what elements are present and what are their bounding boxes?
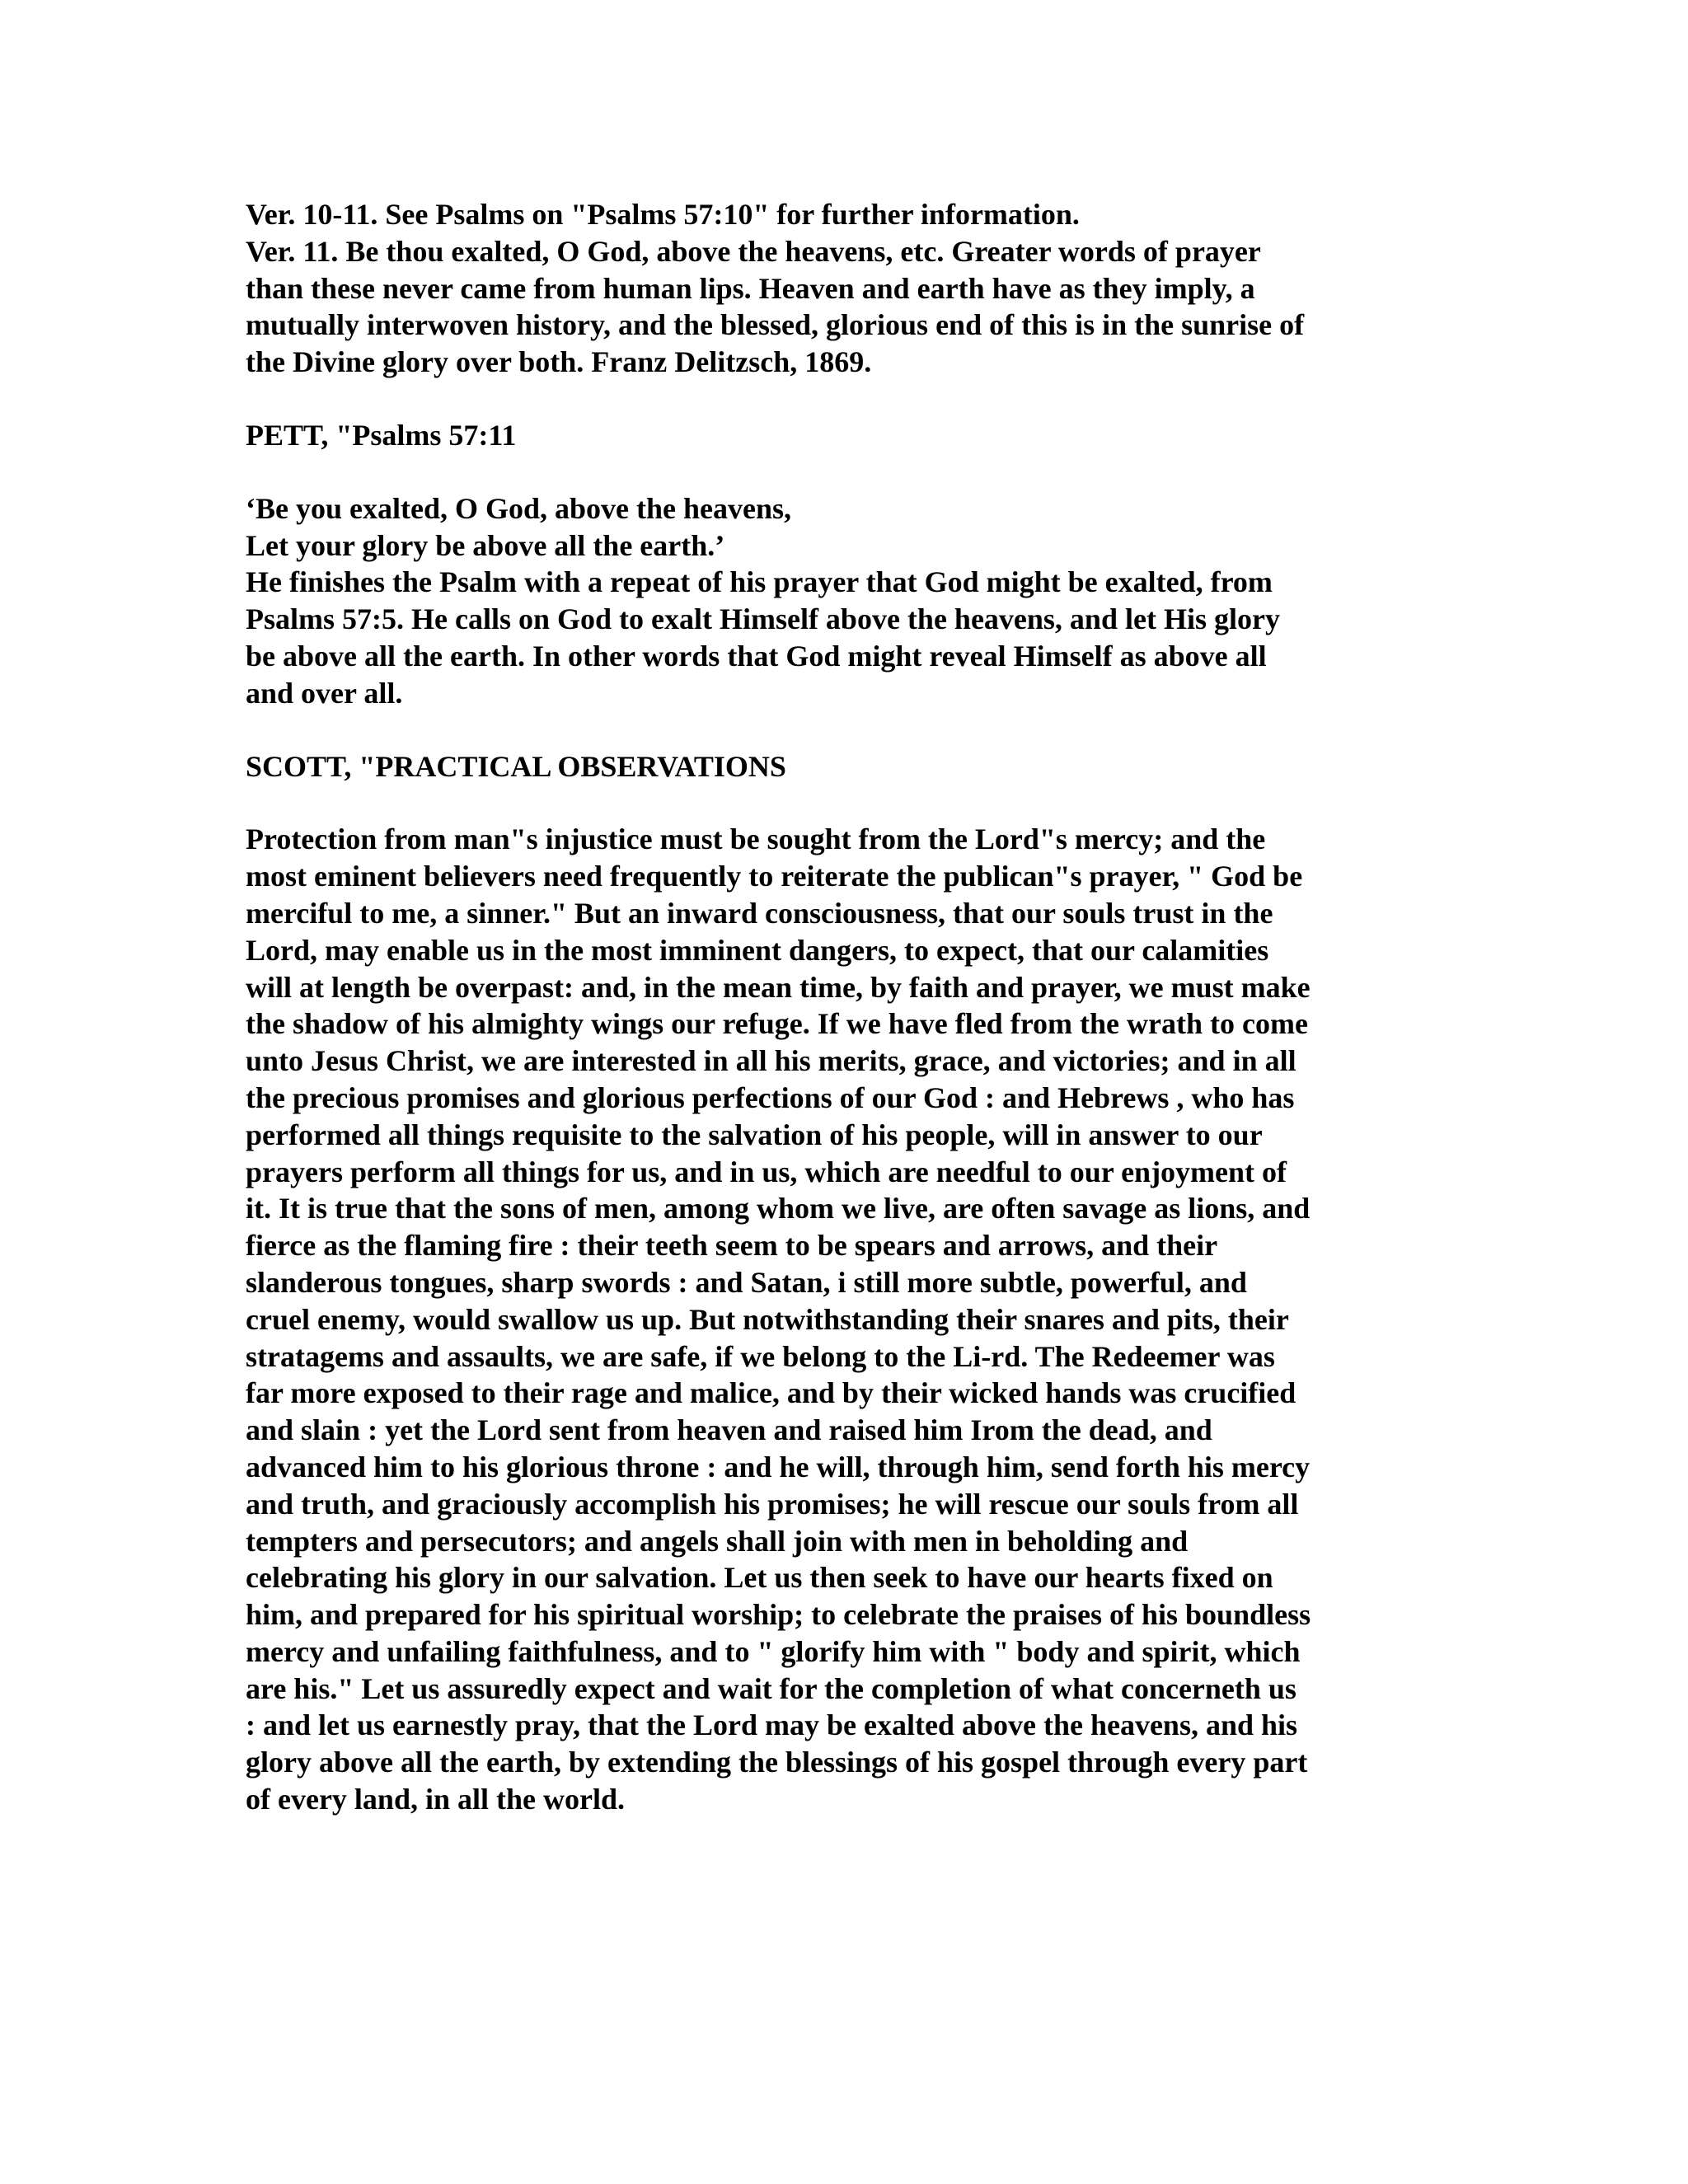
text-line: performed all things requisite to the salvation of his people, will in answer to our <box>246 1118 1263 1151</box>
text-line: merciful to me, a sinner." But an inward consciousness, that our souls trust in the <box>246 896 1273 930</box>
text-line: are his." Let us assuredly expect and wait for the completion of what concerneth us <box>246 1671 1296 1705</box>
text-line: Ver. 10-11. See Psalms on "Psalms 57:10" for further information. <box>246 198 1080 231</box>
text-line: the shadow of his almighty wings our refuge. If we have fled from the wrath to come <box>246 1007 1308 1041</box>
ver-10-11-paragraph <box>246 196 1441 381</box>
text-line: it. It is true that the sons of men, among whom we live, are often savage as lions, and <box>246 1192 1311 1226</box>
heading-line: SCOTT, "PRACTICAL OBSERVATIONS <box>246 749 786 783</box>
text-line: be above all the earth. In other words that God might reveal Himself as above all <box>246 639 1267 673</box>
text-line: far more exposed to their rage and malice, and by their wicked hands was crucified <box>246 1376 1296 1410</box>
heading-line: PETT, "Psalms 57:11 <box>246 418 517 452</box>
scott-paragraph <box>246 821 1441 1818</box>
text-line: than these never came from human lips. Heaven and earth have as they imply, a <box>246 271 1255 305</box>
text-line: advanced him to his glorious throne : and he will, through him, send forth his mercy <box>246 1450 1311 1483</box>
text-line: him, and prepared for his spiritual worship; to celebrate the praises of his boundless <box>246 1598 1311 1632</box>
paragraph-gap <box>246 712 1441 748</box>
text-line: of every land, in all the world. <box>246 1783 625 1816</box>
text-line: will at length be overpast: and, in the mean time, by faith and prayer, we must make <box>246 970 1311 1004</box>
text-line: Psalms 57:5. He calls on God to exalt Himself above the heavens, and let His glory <box>246 602 1280 636</box>
text-line: and over all. <box>246 676 403 710</box>
text-line: celebrating his glory in our salvation. Let us then seek to have our hearts fixed on <box>246 1561 1273 1595</box>
pett-heading <box>246 417 1441 454</box>
paragraph-gap <box>246 454 1441 490</box>
text-line: mutually interwoven history, and the blessed, glorious end of this is in the sunrise of <box>246 308 1305 342</box>
text-line: and slain : yet the Lord sent from heaven and raised him Irom the dead, and <box>246 1413 1212 1447</box>
paragraph-gap <box>246 785 1441 821</box>
text-line: the Divine glory over both. Franz Delitzsch, 1869. <box>246 345 872 379</box>
document-page <box>246 196 1441 1818</box>
text-line: the precious promises and glorious perfections of our God : and Hebrews , who has <box>246 1080 1295 1114</box>
text-line: glory above all the earth, by extending the blessings of his gospel through every part <box>246 1746 1308 1779</box>
text-line: tempters and persecutors; and angels shall join with men in beholding and <box>246 1524 1189 1558</box>
text-line: prayers perform all things for us, and in us, which are needful to our enjoyment of <box>246 1155 1287 1188</box>
text-line: and truth, and graciously accomplish his promises; he will rescue our souls from all <box>246 1487 1299 1521</box>
text-line: slanderous tongues, sharp swords : and Satan, i still more subtle, powerful, and <box>246 1265 1247 1299</box>
text-line: Lord, may enable us in the most imminent dangers, to expect, that our calamities <box>246 933 1269 967</box>
text-line: : and let us earnestly pray, that the Lord may be exalted above the heavens, and his <box>246 1708 1298 1742</box>
text-line: mercy and unfailing faithfulness, and to " glorify him with " body and spirit, which <box>246 1634 1301 1668</box>
paragraph-gap <box>246 381 1441 417</box>
text-line: He finishes the Psalm with a repeat of his prayer that God might be exalted, from <box>246 565 1273 599</box>
text-line: ‘Be you exalted, O God, above the heavens, <box>246 491 791 525</box>
text-line: most eminent believers need frequently to reiterate the publican"s prayer, " God be <box>246 860 1303 893</box>
text-line: Ver. 11. Be thou exalted, O God, above the heavens, etc. Greater words of prayer <box>246 234 1261 268</box>
text-line: Protection from man"s injustice must be sought from the Lord"s mercy; and the <box>246 823 1266 856</box>
text-line: cruel enemy, would swallow us up. But notwithstanding their snares and pits, their <box>246 1302 1289 1336</box>
text-line: stratagems and assaults, we are safe, if we belong to the Li-rd. The Redeemer was <box>246 1339 1275 1373</box>
text-line: unto Jesus Christ, we are interested in all his merits, grace, and victories; and in all <box>246 1044 1296 1078</box>
pett-paragraph <box>246 490 1441 712</box>
text-line: fierce as the flaming fire : their teeth seem to be spears and arrows, and their <box>246 1229 1218 1263</box>
scott-heading <box>246 748 1441 785</box>
text-line: Let your glory be above all the earth.’ <box>246 528 725 562</box>
